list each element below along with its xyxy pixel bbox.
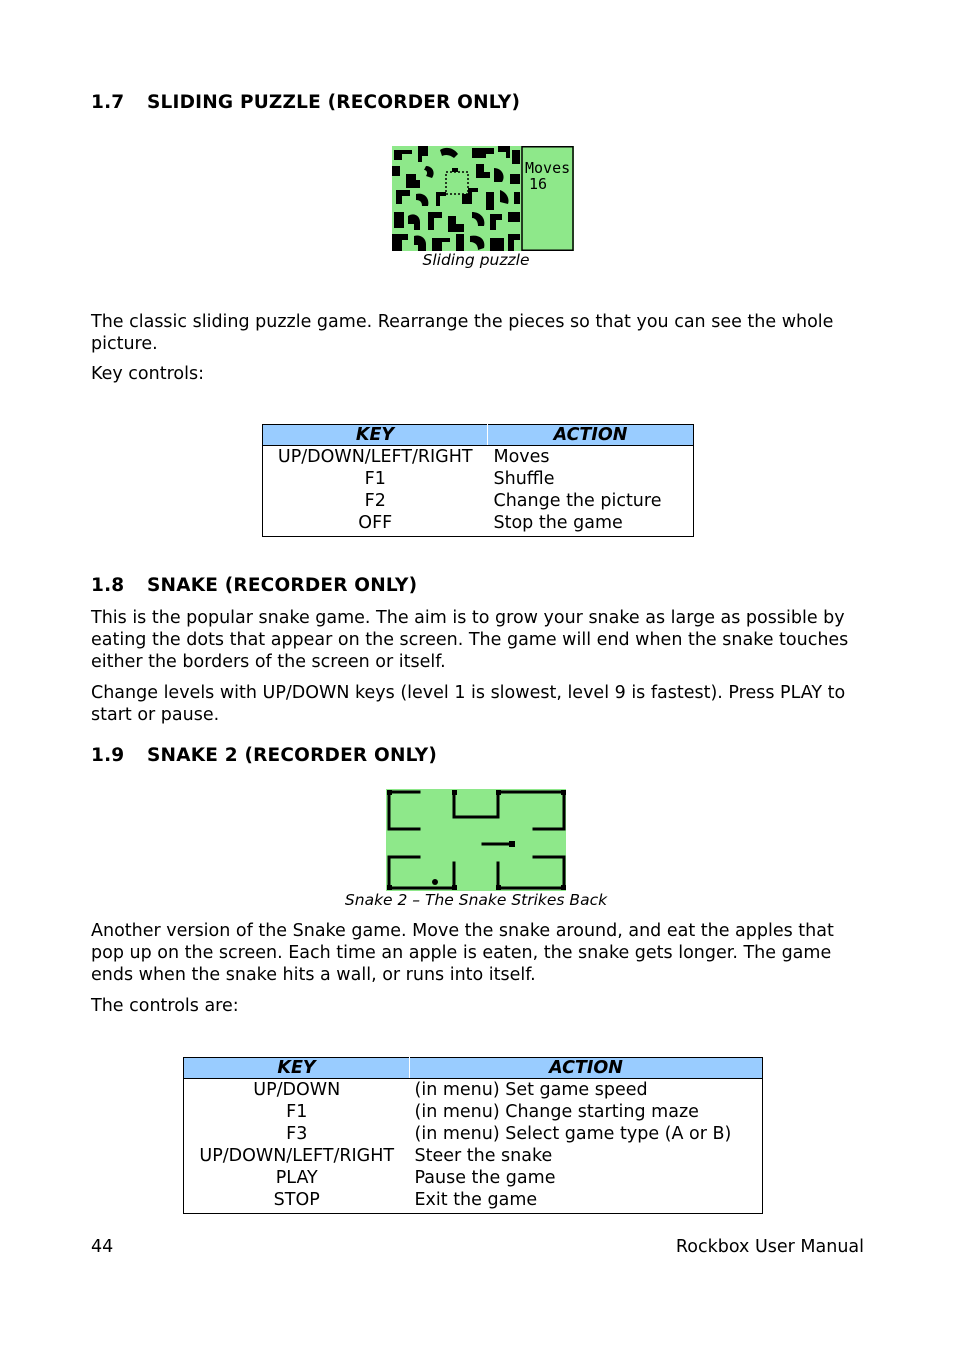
- key-column-header: KEY: [263, 425, 488, 446]
- key-cell: UP/DOWN: [253, 1080, 341, 1100]
- moves-count: 16: [529, 175, 548, 193]
- action-cell: Stop the game: [493, 513, 623, 533]
- action-cell: Shuffle: [493, 469, 555, 489]
- section-title: SLIDING PUZZLE (RECORDER ONLY): [147, 92, 521, 113]
- snake2-key-table: [183, 1057, 763, 1214]
- table-row: [263, 468, 694, 490]
- page-number: 44: [91, 1237, 114, 1257]
- table-row: [184, 1189, 763, 1214]
- section-heading-snake: [91, 575, 417, 596]
- key-cell: F1: [286, 1102, 308, 1122]
- action-cell: (in menu) Set game speed: [414, 1080, 648, 1100]
- manual-title: Rockbox User Manual: [675, 1237, 864, 1257]
- snake2-description: Another version of the Snake game. Move the snake around, and eat the apples that pop up on the screen. Each time an apple is eaten, the snake gets longer. The game ends when the snake hits a wall, or runs into itself.: [91, 921, 834, 985]
- action-cell: (in menu) Select game type (A or B): [414, 1124, 732, 1144]
- key-cell: UP/DOWN/LEFT/RIGHT: [277, 447, 473, 467]
- section-number: 1.7: [91, 92, 125, 113]
- section-title: SNAKE (RECORDER ONLY): [147, 575, 418, 596]
- key-cell: F3: [286, 1124, 308, 1144]
- section-heading-sliding-puzzle: [91, 92, 520, 113]
- action-column-header: ACTION: [488, 425, 694, 446]
- table-row: [184, 1101, 763, 1123]
- table-row: [263, 512, 694, 537]
- sliding-puzzle-screenshot: [392, 146, 574, 251]
- key-cell: F2: [364, 491, 386, 511]
- moves-label: Moves: [525, 159, 571, 177]
- key-cell: STOP: [273, 1190, 320, 1210]
- snake-description: This is the popular snake game. The aim is to grow your snake as large as possible by eating the dots that appear on the screen. The game will end when the snake touches either the borders of the screen or itself.: [91, 608, 849, 672]
- sliding-description: The classic sliding puzzle game. Rearrange the pieces so that you can see the whole picture.: [91, 312, 834, 354]
- action-cell: Steer the snake: [414, 1146, 553, 1166]
- snake-levels-text: Change levels with UP/DOWN keys (level 1 is slowest, level 9 is fastest). Press PLAY to start or pause.: [91, 683, 846, 725]
- action-cell: Change the picture: [493, 491, 662, 511]
- key-column-header: KEY: [184, 1058, 410, 1079]
- table-header-row: [184, 1058, 763, 1079]
- key-cell: OFF: [358, 513, 393, 533]
- action-cell: Moves: [493, 447, 550, 467]
- table-row: [184, 1079, 763, 1102]
- key-cell: PLAY: [275, 1168, 318, 1188]
- action-cell: (in menu) Change starting maze: [414, 1102, 699, 1122]
- figure-caption-sliding-puzzle: Sliding puzzle: [422, 251, 530, 269]
- key-cell: F1: [364, 469, 386, 489]
- section-heading-snake2: [91, 745, 437, 766]
- key-cell: UP/DOWN/LEFT/RIGHT: [199, 1146, 395, 1166]
- snake2-controls-label: The controls are:: [91, 996, 239, 1016]
- action-column-header: ACTION: [410, 1058, 763, 1079]
- table-header-row: [263, 425, 694, 446]
- table-row: [184, 1123, 763, 1145]
- section-title: SNAKE 2 (RECORDER ONLY): [147, 745, 437, 766]
- action-cell: Pause the game: [414, 1168, 556, 1188]
- table-row: [184, 1167, 763, 1189]
- table-row: [184, 1145, 763, 1167]
- table-row: [263, 490, 694, 512]
- action-cell: Exit the game: [414, 1190, 538, 1210]
- snake2-screenshot: [386, 789, 566, 891]
- sliding-key-controls-label: Key controls:: [91, 364, 204, 384]
- figure-caption-snake2: Snake 2 – The Snake Strikes Back: [344, 891, 608, 909]
- sliding-key-table: [262, 424, 694, 537]
- section-number: 1.8: [91, 575, 125, 596]
- table-row: [263, 446, 694, 469]
- section-number: 1.9: [91, 745, 125, 766]
